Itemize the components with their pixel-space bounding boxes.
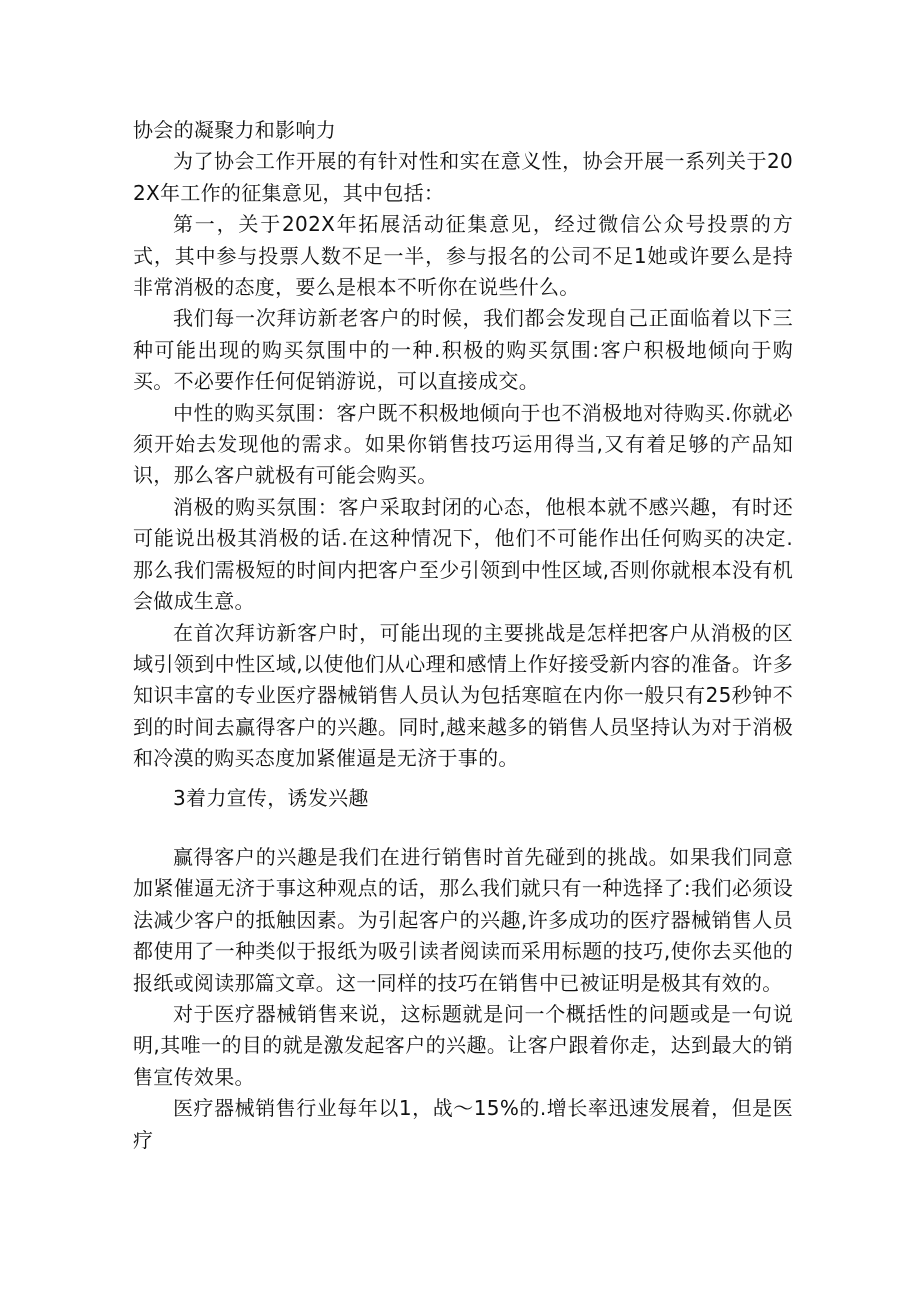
paragraph-industry-growth: 医疗器械销售行业每年以1，战〜15%的.增长率迅速发展着，但是医疗 [133, 1096, 793, 1152]
document-body [133, 115, 793, 1156]
paragraph-neutral-atmosphere: 中性的购买氛围：客户既不积极地倾向于也不消极地对待购买.你就必须开始去发现他的需求。如果你销售技巧运用得当,又有着足够的产品知识，那么客户就极有可能会购买。 [133, 400, 793, 488]
paragraph-buying-atmospheres: 我们每一次拜访新老客户的时候，我们都会发现自己正面临着以下三种可能出现的购买氛围中的一种.积极的购买氛围:客户积极地倾向于购买。不必要作任何促销游说，可以直接成交。 [133, 306, 793, 394]
paragraph-headline-technique: 对于医疗器械销售来说，这标题就是问一个概括性的问题或是一句说明,其唯一的目的就是激发起客户的兴趣。让客户跟着你走，达到最大的销售宣传效果。 [133, 1001, 793, 1089]
section-heading: 3着力宣传，诱发兴趣 [173, 785, 369, 810]
paragraph-intro: 为了协会工作开展的有针对性和实在意义性，协会开展一系列关于202X年工作的征集意见，其中包括： [133, 149, 793, 205]
paragraph-continuation: 协会的凝聚力和影响力 [133, 118, 336, 142]
paragraph-winning-interest: 赢得客户的兴趣是我们在进行销售时首先碰到的挑战。如果我们同意加紧催逼无济于事这种观点的话，那么我们就只有一种选择了:我们必须设法减少客户的抵触因素。为引起客户的兴趣,许多成功的医疗器械销售人员都使用了一种类似于报纸为吸引读者阅读而采用标题的技巧,使你去买他的报纸或阅读那篇文章。这一同样的技巧在销售中已被证明是极其有效的。 [133, 844, 793, 995]
paragraph-first-visit-challenge: 在首次拜访新客户时，可能出现的主要挑战是怎样把客户从消极的区域引领到中性区域,以使他们从心理和感情上作好接受新内容的准备。许多知识丰富的专业医疗器械销售人员认为包括寒暄在内你一般只有25秒钟不到的时间去赢得客户的兴趣。同时,越来越多的销售人员坚持认为对于消极和冷漠的购买态度加紧催逼是无济于事的。 [133, 620, 793, 771]
paragraph-first-point: 第一，关于202X年拓展活动征集意见，经过微信公众号投票的方式，其中参与投票人数不足一半，参与报名的公司不足1她或许要么是持非常消极的态度，要么是根本不听你在说些什么。 [133, 212, 793, 300]
paragraph-negative-atmosphere: 消极的购买氛围：客户采取封闭的心态，他根本就不感兴趣，有时还可能说出极其消极的话.在这种情况下，他们不可能作出任何购买的决定.那么我们需极短的时间内把客户至少引领到中性区域,否则你就根本没有机会做成生意。 [133, 494, 793, 614]
